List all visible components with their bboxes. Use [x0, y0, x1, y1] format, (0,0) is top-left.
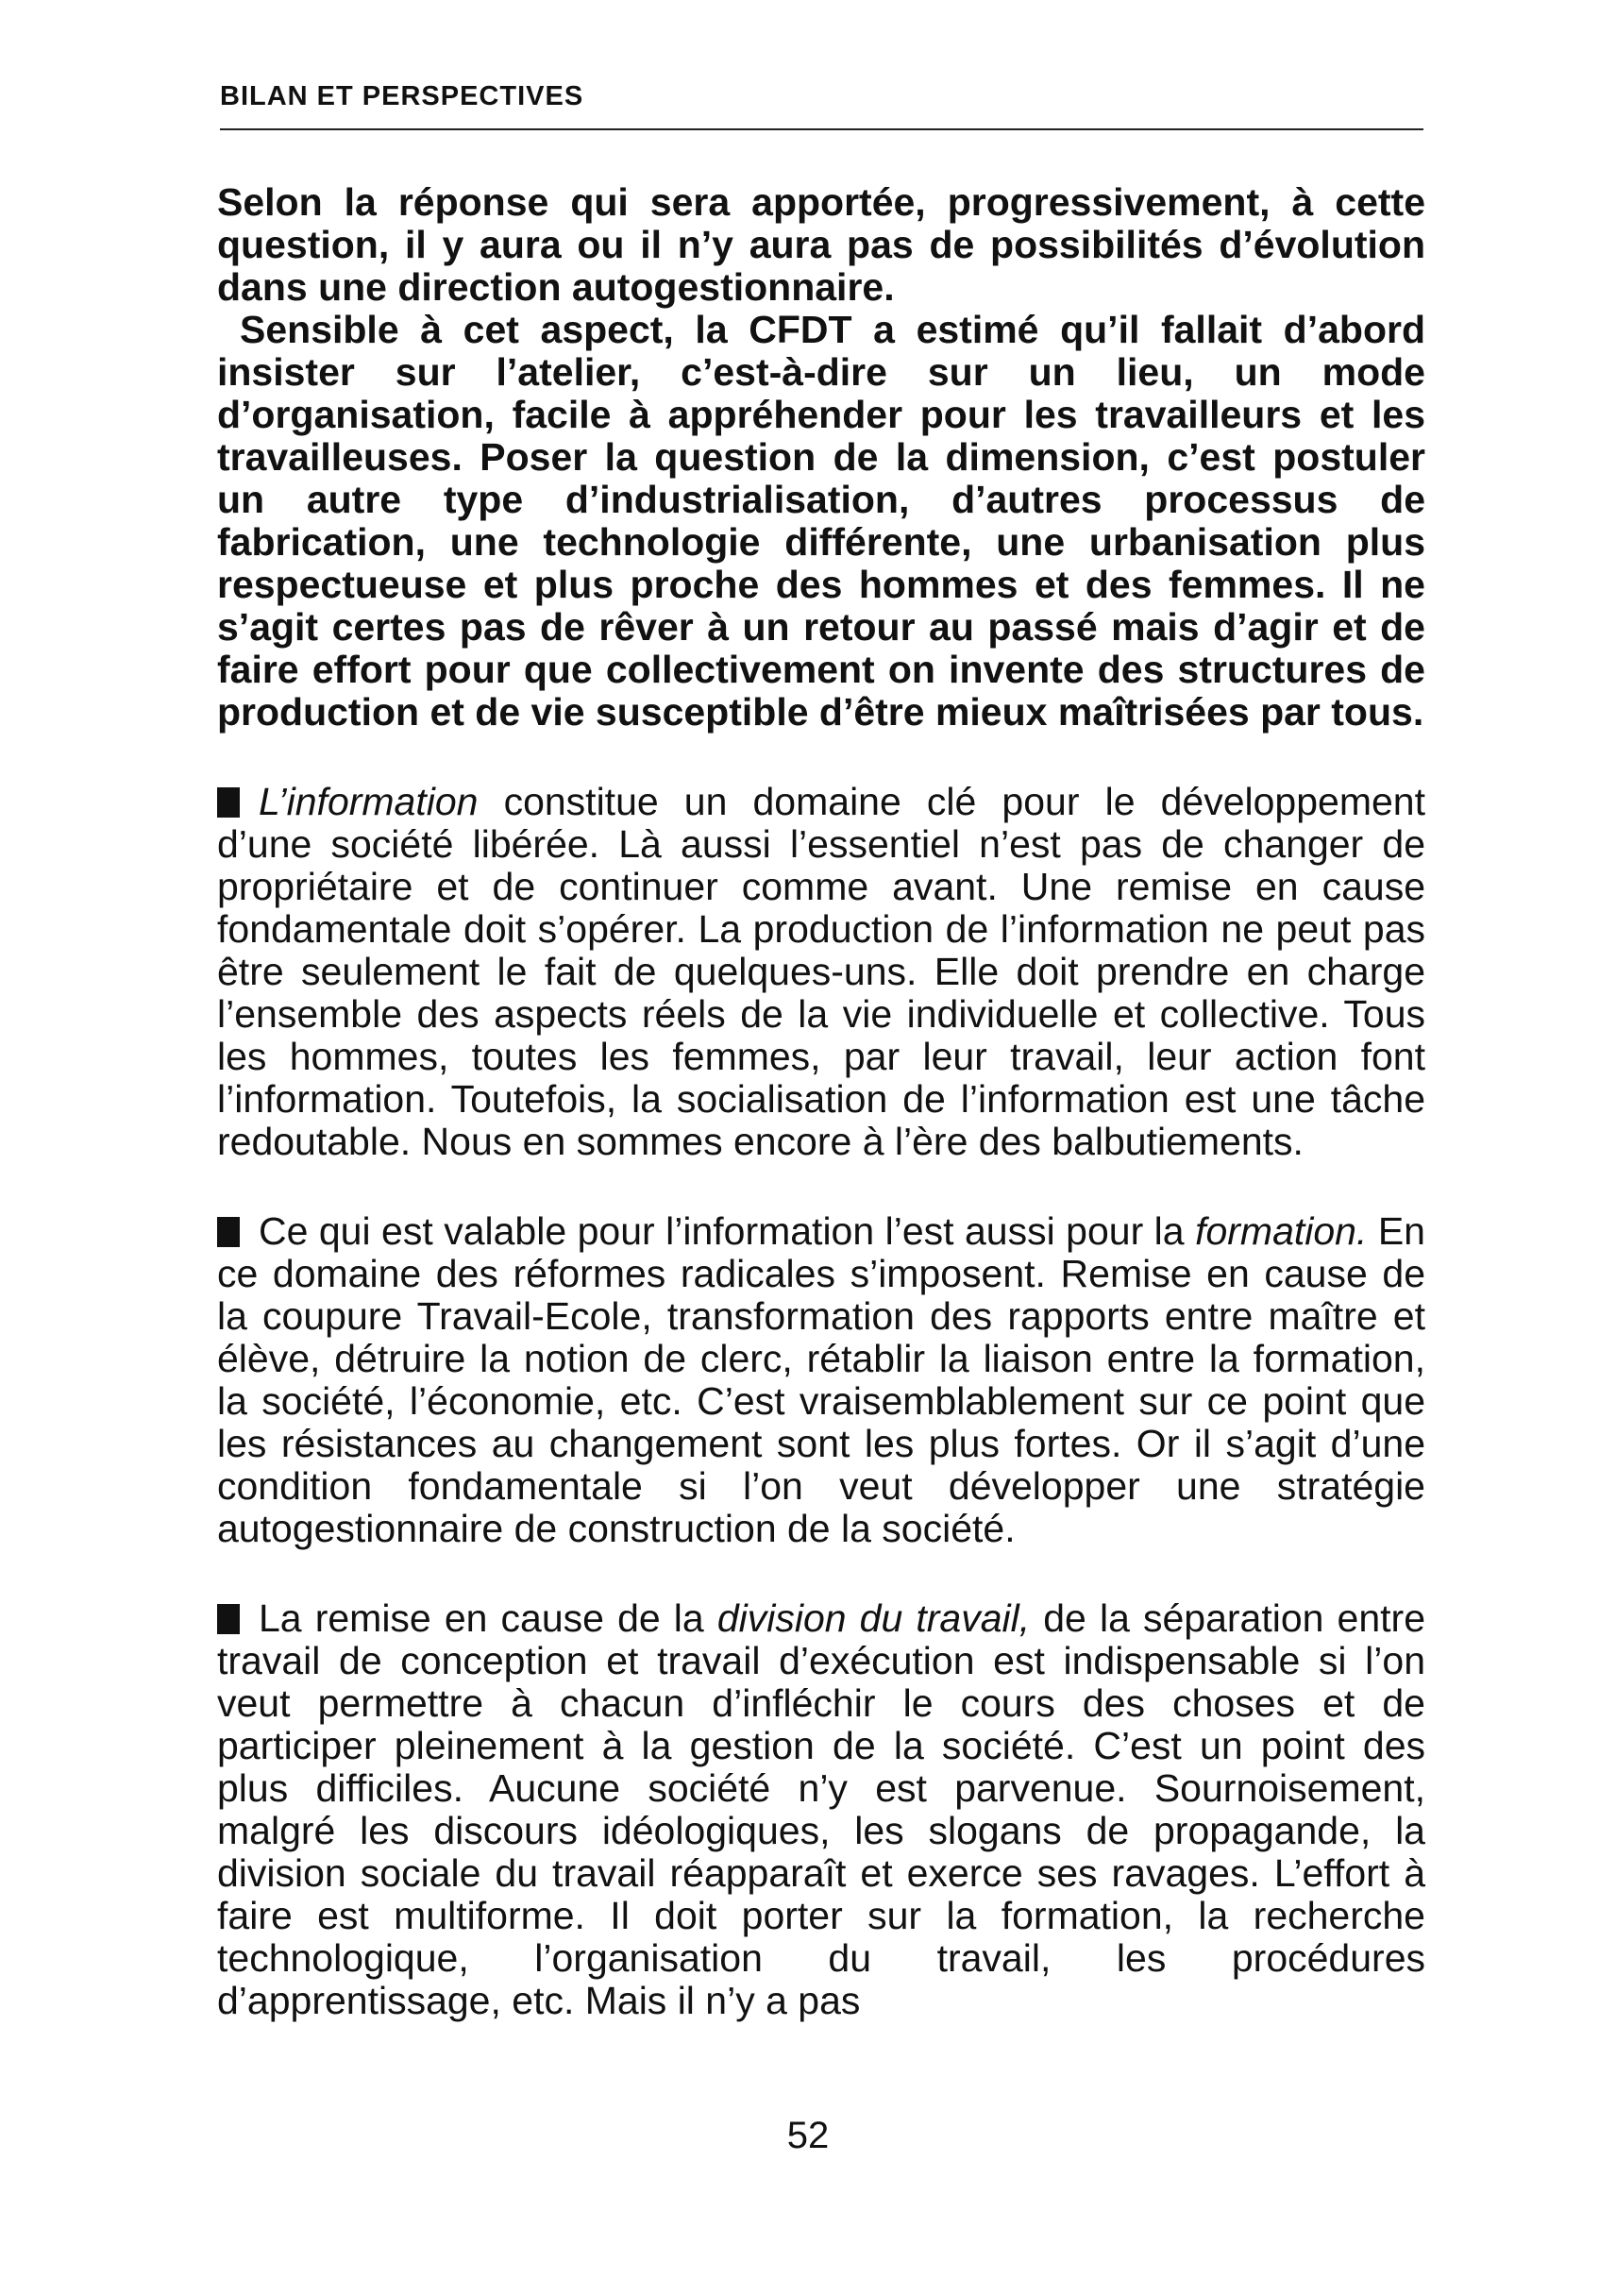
- paragraph-formation-lead: Ce qui est valable pour l’information l’est aussi pour la: [259, 1209, 1196, 1253]
- body-text: [217, 181, 1425, 2022]
- header-rule: [220, 128, 1423, 130]
- paragraph-division-italic: division du travail,: [716, 1596, 1031, 1640]
- paragraph-formation: [217, 1210, 1425, 1550]
- page-number: 52: [786, 2115, 830, 2156]
- bullet-square-icon: [217, 1604, 240, 1634]
- paragraph-information-text: constitue un domaine clé pour le développement d’une société libérée. Là aussi l’essentiel n’est pas de changer de propriétaire et de continuer comme avant. Une remise en cause fondamentale doit s’opérer. La production de l’information ne peut pas être seulement le fait de quelques-uns. Elle doit prendre en charge l’ensemble des aspects réels de la vie individuelle et collective. Tous les hommes, toutes les femmes, par leur travail, leur action font l’information. Toutefois, la socialisation de l’information est une tâche redoutable. Nous en sommes encore à l’ère des balbutiements.: [217, 780, 1425, 1163]
- bullet-square-icon: [217, 1217, 240, 1247]
- paragraph-1: Selon la réponse qui sera apportée, progressivement, à cette question, il y aura ou il n’y aura pas de possibilités d’évolution dans une direction autogestionnaire.: [217, 180, 1425, 309]
- bullet-square-icon: [217, 787, 240, 818]
- paragraph-2: Sensible à cet aspect, la CFDT a estimé qu’il fallait d’abord insister sur l’atelier, c’est-à-dire sur un lieu, un mode d’organisation, facile à appréhender pour les travailleurs et les travailleuses. Poser la question de la dimension, c’est postuler un autre type d’industrialisation, d’autres processus de fabrication, une technologie différente, une urbanisation plus respectueuse et plus proche des hommes et des femmes. Il ne s’agit certes pas de rêver à un retour au passé mais d’agir et de faire effort pour que collectivement on invente des structures de production et de vie susceptible d’être mieux maîtrisées par tous.: [217, 308, 1425, 734]
- paragraph-division-text: de la séparation entre travail de conception et travail d’exécution est indispensable si l’on veut permettre à chacun d’infléchir le cours des choses et de participer pleinement à la gestion de la société. C’est un point des plus difficiles. Aucune société n’y est parvenue. Sournoisement, malgré les discours idéologiques, les slogans de propagande, la division sociale du travail réapparaît et exerce ses ravages. L’effort à faire est multiforme. Il doit porter sur la formation, la recherche technologique, l’organisation du travail, les procédures d’apprentissage, etc. Mais il n’y a pas: [217, 1596, 1426, 2022]
- paragraph-division: [217, 1597, 1425, 2022]
- paragraph-formation-text: En ce domaine des réformes radicales s’imposent. Remise en cause de la coupure Travail-Ecole, transformation des rapports entre maître et élève, détruire la notion de clerc, rétablir la liaison entre la formation, la société, l’économie, etc. C’est vraisemblablement sur ce point que les résistances au changement sont les plus fortes. Or il s’agit d’une condition fondamentale si l’on veut développer une stratégie autogestionnaire de construction de la société.: [217, 1209, 1425, 1550]
- paragraph-division-lead: La remise en cause de la: [259, 1596, 717, 1640]
- running-header: BILAN ET PERSPECTIVES: [220, 81, 584, 111]
- paragraph-formation-italic: formation.: [1195, 1209, 1368, 1253]
- paragraph-information: [217, 781, 1425, 1163]
- paragraph-information-italic: L’information: [259, 780, 479, 823]
